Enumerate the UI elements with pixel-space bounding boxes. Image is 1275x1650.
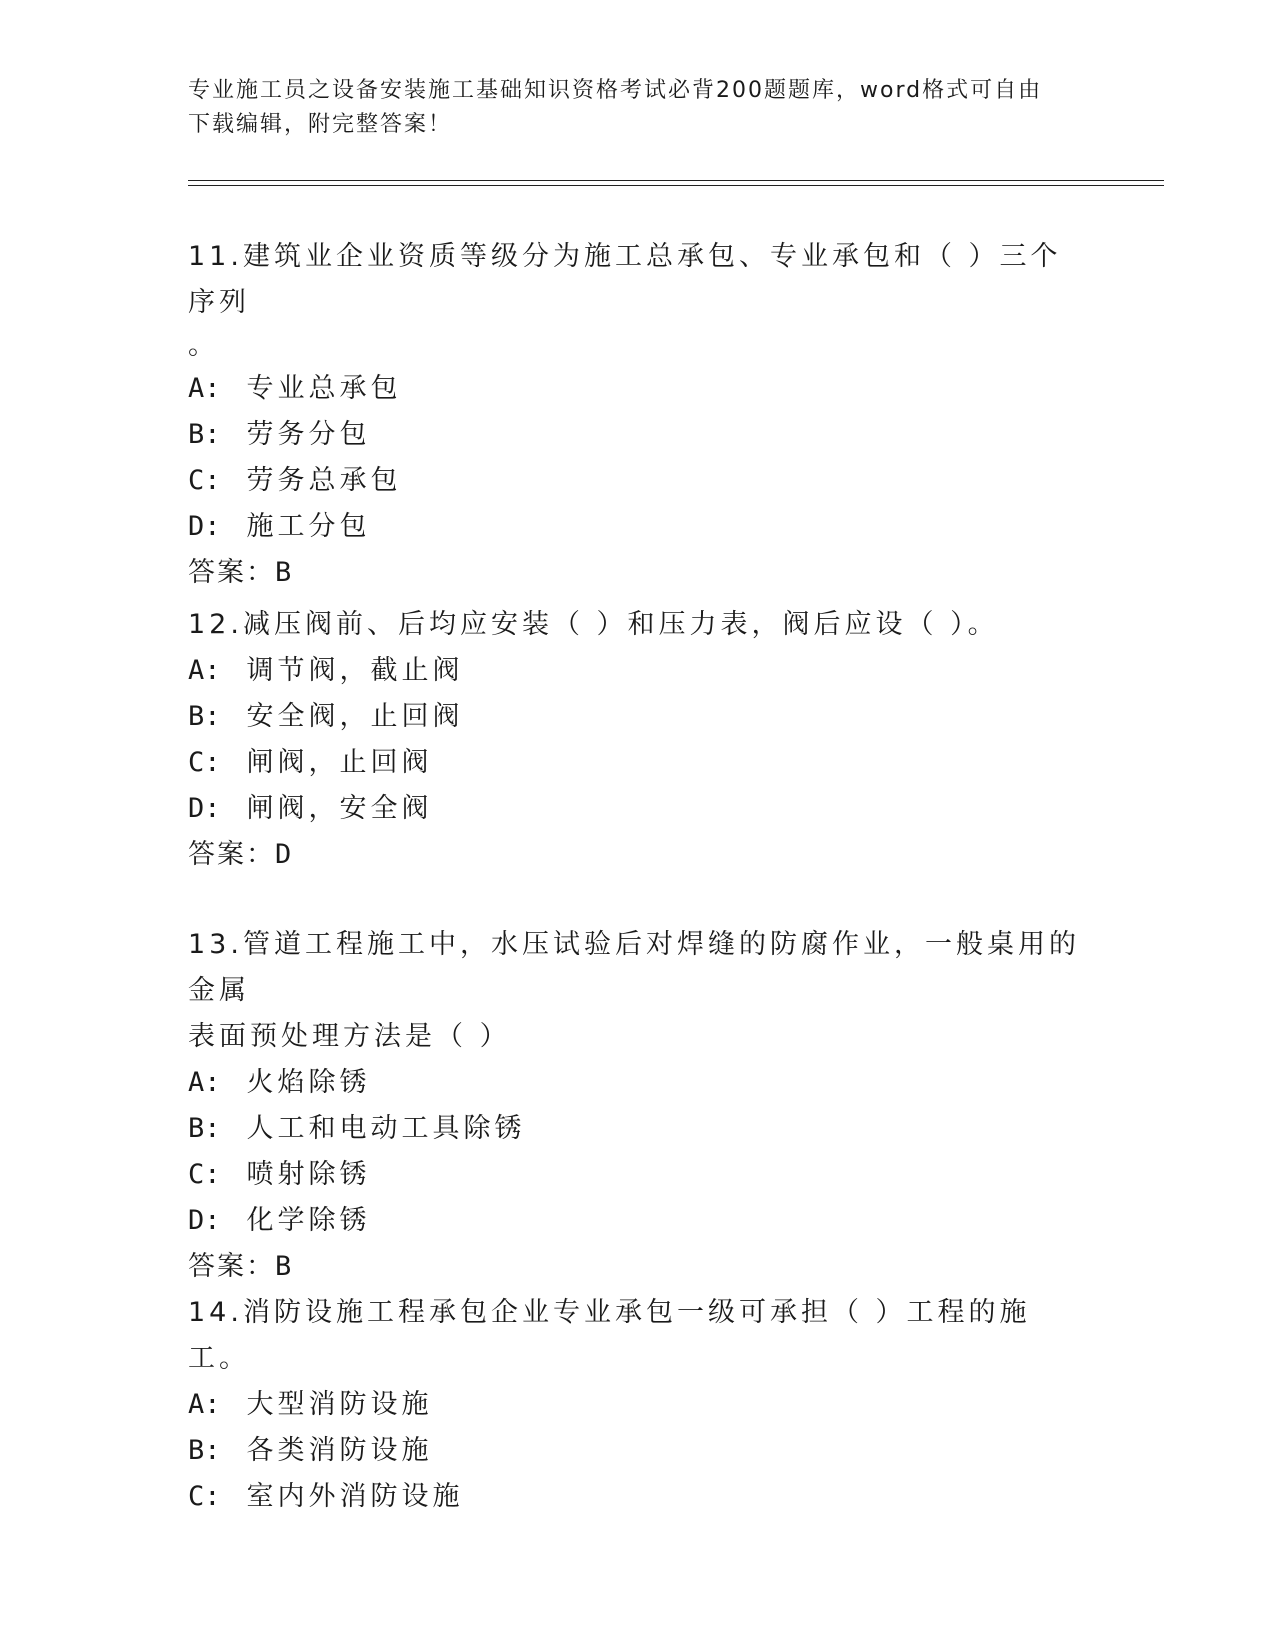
option-text: 闸阀，安全阀 [246,793,433,824]
option-d [188,1198,1088,1244]
question-stem: 14.消防设施工程承包企业专业承包一级可承担（ ）工程的施工。 [188,1297,1031,1374]
answer [188,832,1088,878]
question-13 [188,922,1088,1290]
option-letter: A: [188,1389,221,1420]
answer [188,550,1088,596]
option-b [188,1106,1088,1152]
option-c [188,458,1088,504]
answer-value: B [275,557,294,588]
option-text: 闸阀，止回阀 [246,747,433,778]
header-divider-bottom [188,185,1164,186]
question-stem: 12.减压阀前、后均应安装（ ）和压力表，阀后应设（ ）。 [188,609,999,640]
option-letter: C: [188,747,221,778]
question-14 [188,1290,1088,1520]
option-letter: A: [188,1067,221,1098]
answer-label: 答案： [188,1251,275,1282]
option-letter: B: [188,1435,221,1466]
document-header [188,74,1088,142]
question-stem-continued: 表面预处理方法是（ ） [188,1021,511,1052]
option-text: 劳务总承包 [246,465,402,496]
option-c [188,1152,1088,1198]
question-stem: 13.管道工程施工中，水压试验后对焊缝的防腐作业，一般桌用的金属 [188,929,1080,1006]
option-letter: C: [188,1481,221,1512]
option-text: 化学除锈 [246,1205,371,1236]
option-letter: D: [188,793,221,824]
option-c [188,1474,1088,1520]
option-d [188,504,1088,550]
option-b [188,694,1088,740]
option-letter: D: [188,511,221,542]
option-a [188,366,1088,412]
option-d [188,786,1088,832]
option-text: 施工分包 [246,511,371,542]
question-11 [188,234,1088,596]
option-text: 室内外消防设施 [246,1481,464,1512]
answer-value: D [275,839,294,870]
option-letter: B: [188,419,221,450]
option-text: 安全阀，止回阀 [246,701,464,732]
option-a [188,1382,1088,1428]
question-stem: 11.建筑业企业资质等级分为施工总承包、专业承包和（ ）三个序列 [188,241,1062,318]
answer-label: 答案： [188,839,275,870]
option-letter: D: [188,1205,221,1236]
option-a [188,1060,1088,1106]
question-12 [188,602,1088,878]
option-text: 劳务分包 [246,419,371,450]
answer-value: B [275,1251,294,1282]
option-letter: B: [188,701,221,732]
answer [188,1244,1088,1290]
option-b [188,412,1088,458]
option-a [188,648,1088,694]
option-text: 火焰除锈 [246,1067,371,1098]
option-text: 人工和电动工具除锈 [246,1113,526,1144]
answer-label: 答案： [188,557,275,588]
header-line-1: 专业施工员之设备安装施工基础知识资格考试必背200题题库，word格式可自由 [188,78,1043,103]
option-text: 喷射除锈 [246,1159,371,1190]
option-b [188,1428,1088,1474]
option-text: 大型消防设施 [246,1389,433,1420]
header-divider-top [188,180,1164,181]
option-c [188,740,1088,786]
option-letter: A: [188,373,221,404]
option-letter: C: [188,465,221,496]
option-letter: A: [188,655,221,686]
question-stem-continued: 。 [188,330,219,361]
option-text: 各类消防设施 [246,1435,433,1466]
option-text: 专业总承包 [246,373,402,404]
option-text: 调节阀，截止阀 [246,655,464,686]
option-letter: B: [188,1113,221,1144]
header-line-2: 下载编辑，附完整答案！ [188,112,453,137]
option-letter: C: [188,1159,221,1190]
